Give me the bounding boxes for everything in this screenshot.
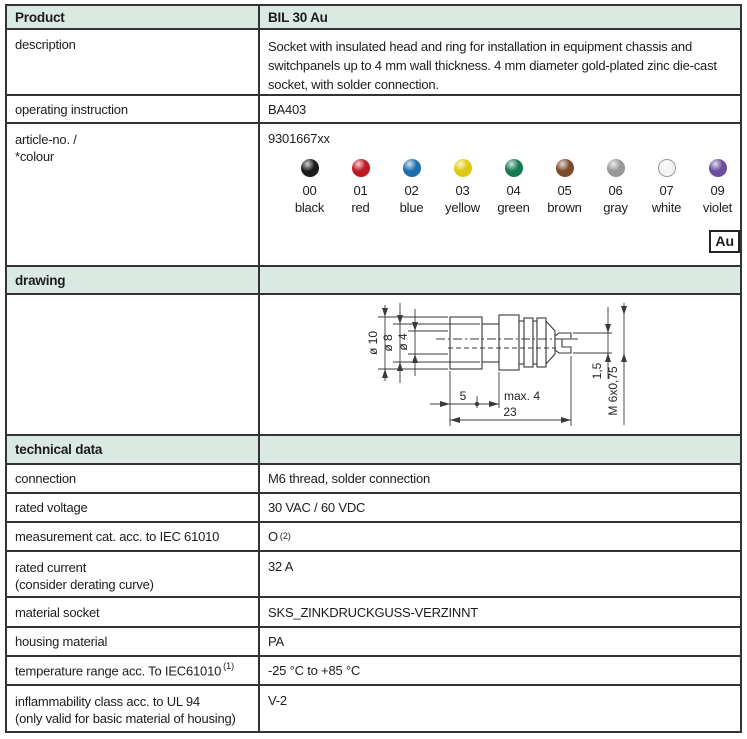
inflammability-value-cell bbox=[260, 686, 740, 731]
description-row bbox=[7, 30, 740, 96]
rated-current-label bbox=[15, 559, 154, 593]
technical-drawing bbox=[260, 295, 740, 433]
colour-name: gray bbox=[603, 200, 628, 215]
dim-5-label: 5 bbox=[459, 389, 467, 403]
description-label: description bbox=[15, 37, 76, 52]
rated-current-label-cell bbox=[7, 552, 260, 596]
material-socket-label: material socket bbox=[15, 604, 100, 620]
housing-material-row bbox=[7, 628, 740, 657]
drawing-cell bbox=[260, 295, 740, 434]
rated-voltage-label-cell bbox=[7, 494, 260, 521]
colour-dot-green bbox=[505, 159, 523, 177]
colour-code: 01 bbox=[353, 183, 368, 198]
rated-current-label-line2: (consider derating curve) bbox=[15, 577, 154, 592]
colour-code: 06 bbox=[608, 183, 623, 198]
connection-value-cell bbox=[260, 465, 740, 492]
measurement-category-value: O bbox=[268, 529, 278, 544]
colour-name: black bbox=[294, 200, 325, 215]
colour-swatch-yellow bbox=[437, 159, 488, 215]
colour-name: red bbox=[351, 200, 370, 215]
colour-swatch-white bbox=[641, 159, 692, 215]
colour-swatch-blue bbox=[386, 159, 437, 215]
colour-name: green bbox=[497, 200, 530, 215]
inflammability-label-line1: inflammability class acc. to UL 94 bbox=[15, 694, 200, 709]
temperature-range-row bbox=[7, 657, 740, 686]
technical-section-title: technical data bbox=[15, 442, 103, 457]
material-socket-value: SKS_ZINKDRUCKGUSS-VERZINNT bbox=[268, 604, 479, 620]
colour-code: 03 bbox=[455, 183, 470, 198]
housing-material-label: housing material bbox=[15, 634, 108, 649]
gold-plating-badge: Au bbox=[709, 230, 740, 253]
inflammability-value: V-2 bbox=[268, 693, 287, 708]
description-value-cell bbox=[260, 30, 740, 94]
operating-instruction-row bbox=[7, 96, 740, 124]
colour-dot-black bbox=[301, 159, 319, 177]
measurement-category-label-cell bbox=[7, 523, 260, 550]
drawing-header-empty-cell bbox=[260, 267, 740, 293]
colour-dot-red bbox=[352, 159, 370, 177]
colour-name: brown bbox=[547, 200, 582, 215]
colour-name: yellow bbox=[445, 200, 480, 215]
dim-1-5-label: 1,5 bbox=[590, 362, 604, 380]
measurement-category-label: measurement cat. acc. to IEC 61010 bbox=[15, 529, 220, 544]
measurement-category-value-superscript: (2) bbox=[279, 530, 291, 541]
dim-dia4-label: ø 4 bbox=[396, 333, 410, 351]
drawing-row bbox=[7, 295, 740, 436]
material-socket-value-cell bbox=[260, 598, 740, 626]
colour-code: 00 bbox=[302, 183, 317, 198]
measurement-category-value-cell bbox=[260, 523, 740, 550]
inflammability-row bbox=[7, 686, 740, 731]
rated-current-label-line1: rated current bbox=[15, 560, 87, 575]
dim-dia8-label: ø 8 bbox=[381, 334, 395, 352]
temperature-range-label-superscript: (1) bbox=[223, 661, 235, 672]
colour-dot-brown bbox=[556, 159, 574, 177]
article-number: 9301667xx bbox=[268, 131, 330, 146]
colour-swatch-red bbox=[335, 159, 386, 215]
colour-dot-violet bbox=[709, 159, 727, 177]
colour-swatch-gray bbox=[590, 159, 641, 215]
colour-code: 05 bbox=[557, 183, 572, 198]
colour-name: white bbox=[651, 200, 682, 215]
temperature-range-label-text: temperature range acc. To IEC61010 bbox=[15, 663, 222, 679]
technical-header-empty-cell bbox=[260, 436, 740, 463]
operating-label-cell bbox=[7, 96, 260, 122]
article-label-line2: *colour bbox=[15, 149, 55, 164]
housing-material-label-cell bbox=[7, 628, 260, 655]
measurement-category-row bbox=[7, 523, 740, 552]
housing-material-value-cell bbox=[260, 628, 740, 655]
connection-label-cell bbox=[7, 465, 260, 492]
product-header-row bbox=[7, 6, 740, 30]
dim-23-label: 23 bbox=[503, 405, 517, 419]
material-socket-row bbox=[7, 598, 740, 628]
product-header-label: Product bbox=[15, 9, 65, 25]
connection-row bbox=[7, 465, 740, 494]
article-label-cell bbox=[7, 124, 260, 265]
temperature-range-value-cell bbox=[260, 657, 740, 684]
colour-swatch-violet bbox=[692, 159, 743, 215]
material-socket-label-cell bbox=[7, 598, 260, 626]
rated-current-value: 32 A bbox=[268, 559, 294, 574]
colour-swatch-green bbox=[488, 159, 539, 215]
rated-current-value-cell bbox=[260, 552, 740, 596]
colour-name: violet bbox=[702, 200, 733, 215]
connection-value: M6 thread, solder connection bbox=[268, 471, 431, 486]
drawing-section-title: drawing bbox=[15, 272, 66, 288]
rated-voltage-label: rated voltage bbox=[15, 500, 88, 515]
colour-swatch-black bbox=[284, 159, 335, 215]
temperature-range-value: -25 °C to +85 °C bbox=[268, 663, 361, 678]
description-text: Socket with insulated head and ring for installation in equipment chassis and switchpanels up to 4 mm wall thickness. 4 mm diameter gold-plated zinc die-cast socket, with solder connection. bbox=[268, 39, 717, 92]
rated-voltage-value: 30 VAC / 60 VDC bbox=[268, 500, 366, 515]
drawing-section-header bbox=[7, 267, 740, 295]
rated-voltage-row bbox=[7, 494, 740, 523]
rated-voltage-value-cell bbox=[260, 494, 740, 521]
operating-instruction-label: operating instruction bbox=[15, 101, 128, 117]
temperature-range-label bbox=[15, 662, 234, 678]
colour-code: 02 bbox=[404, 183, 419, 198]
product-header-label-cell bbox=[7, 6, 260, 28]
rated-current-row bbox=[7, 552, 740, 598]
dim-dia10-label: ø 10 bbox=[366, 330, 380, 356]
technical-data-section-header bbox=[7, 436, 740, 465]
article-label bbox=[15, 131, 77, 165]
colour-code: 09 bbox=[710, 183, 725, 198]
colour-name: blue bbox=[399, 200, 424, 215]
product-datasheet-table bbox=[5, 4, 742, 733]
article-colour-row bbox=[7, 124, 740, 267]
connection-label: connection bbox=[15, 471, 76, 486]
colour-dot-white bbox=[658, 159, 676, 177]
operating-value-cell bbox=[260, 96, 740, 122]
colour-code: 04 bbox=[506, 183, 521, 198]
colour-swatch-list bbox=[284, 159, 743, 215]
colour-code: 07 bbox=[659, 183, 674, 198]
temperature-range-label-cell bbox=[7, 657, 260, 684]
article-label-line1: article-no. / bbox=[15, 132, 77, 147]
inflammability-label-line2: (only valid for basic material of housing) bbox=[15, 711, 236, 726]
description-label-cell bbox=[7, 30, 260, 94]
housing-material-value: PA bbox=[268, 634, 284, 649]
drawing-empty-left-cell bbox=[7, 295, 260, 434]
operating-instruction-value: BA403 bbox=[268, 101, 307, 117]
product-header-value-cell bbox=[260, 6, 740, 28]
dim-thread-label: M 6x0,75 bbox=[606, 366, 620, 416]
inflammability-label bbox=[15, 693, 236, 727]
colour-dot-gray bbox=[607, 159, 625, 177]
article-value-cell bbox=[260, 124, 747, 265]
technical-header-label-cell bbox=[7, 436, 260, 463]
colour-dot-yellow bbox=[454, 159, 472, 177]
product-name: BIL 30 Au bbox=[268, 9, 328, 25]
inflammability-label-cell bbox=[7, 686, 260, 731]
drawing-header-label-cell bbox=[7, 267, 260, 293]
dim-max4-label: max. 4 bbox=[504, 389, 541, 403]
colour-dot-blue bbox=[403, 159, 421, 177]
colour-swatch-brown bbox=[539, 159, 590, 215]
